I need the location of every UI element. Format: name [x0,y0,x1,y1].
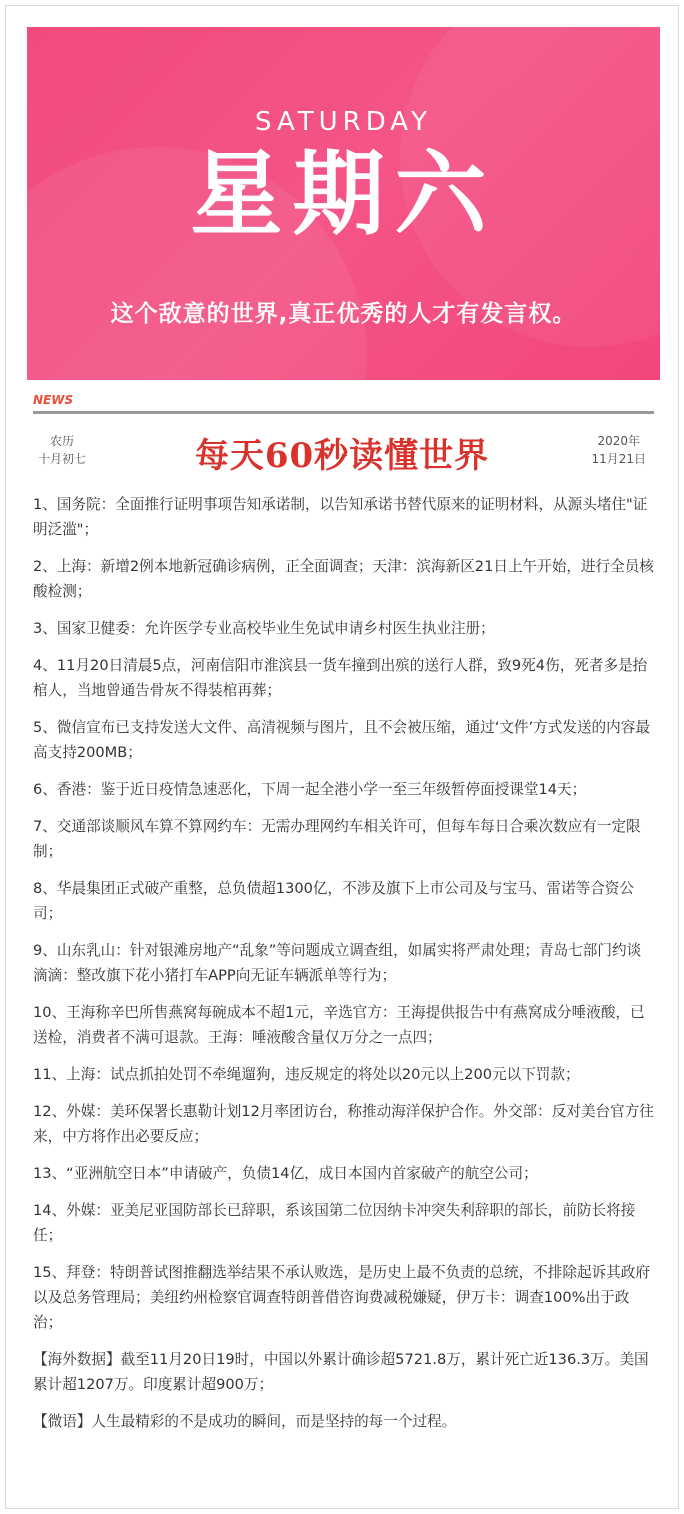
news-item: 10、王海称辛巴所售燕窝每碗成本不超1元，辛选官方：王海提供报告中有燕窝成分唾液酸，已送检，消费者不满可退款。王海：唾液酸含量仅万分之一点四； [33,1004,645,1046]
overseas-data: 【海外数据】截至11月20日19时，中国以外累计确诊超5721.8万，累计死亡近136.3万。美国累计超1207万。印度累计超900万； [33,1351,649,1393]
gregorian-date-block [591,432,646,468]
section-divider [33,411,654,414]
daily-quote: 【微语】人生最精彩的不是成功的瞬间，而是坚持的每一个过程。 [33,1413,457,1430]
banner-slogan: 这个敌意的世界,真正优秀的人才有发言权。 [110,301,577,327]
lunar-date: 十月初七 [38,452,87,466]
news-item: 13、“亚洲航空日本”申请破产，负债14亿，成日本国内首家破产的航空公司； [33,1165,538,1182]
news-item: 4、11月20日清晨5点，河南信阳市淮滨县一货车撞到出殡的送行人群，致9死4伤，死者多是抬棺人，当地曾通告骨灰不得装棺再葬； [33,657,648,699]
news-item: 6、香港：鉴于近日疫情急速恶化，下周一起全港小学一至三年级暂停面授课堂14天； [33,781,587,798]
news-section-label: NEWS [33,393,74,407]
lunar-label: 农历 [50,434,75,448]
news-item: 14、外媒：亚美尼亚国防部长已辞职，系该国第二位因纳卡冲突失利辞职的部长，前防长将接任； [33,1202,636,1244]
news-item: 7、交通部谈顺风车算不算网约车：无需办理网约车相关许可，但每车每日合乘次数应有一定限制； [33,818,641,860]
news-item: 5、微信宣布已支持发送大文件、高清视频与图片，且不会被压缩，通过‘文件’方式发送的内容最高支持200MB； [33,719,650,761]
news-item: 9、山东乳山：针对银滩房地产“乱象”等问题成立调查组，如属实将严肃处理；青岛七部门约谈滴滴：整改旗下花小猪打车APP向无证车辆派单等行为； [33,942,642,984]
date-month-day: 11月21日 [591,452,646,466]
banner-day-chinese: 星期六 [190,140,497,248]
news-list [33,492,655,1446]
banner-day-english: SATURDAY [255,107,432,137]
news-item: 12、外媒：美环保署长惠勒计划12月率团访台，称推动海洋保护合作。外交部：反对美台官方往来，中方将作出必要反应； [33,1103,654,1145]
news-item: 8、华晨集团正式破产重整，总负债超1300亿，不涉及旗下上市公司及与宝马、雷诺等合资公司； [33,880,634,922]
date-year: 2020年 [597,434,640,448]
page-title: 每天60秒读懂世界 [194,436,490,476]
news-item: 3、国家卫健委：允许医学专业高校毕业生免试申请乡村医生执业注册； [33,620,495,637]
banner-image [27,27,660,380]
news-item: 1、国务院：全面推行证明事项告知承诺制，以告知承诺书替代原来的证明材料，从源头堵住"证明泛滥"； [33,496,648,538]
news-item: 2、上海：新增2例本地新冠确诊病例，正全面调查；天津：滨海新区21日上午开始，进行全员核酸检测； [33,558,654,600]
news-item: 15、拜登：特朗普试图推翻选举结果不承认败选，是历史上最不负责的总统，不排除起诉其政府以及总务管理局；美纽约州检察官调查特朗普借咨询费减税嫌疑，伊万卡：调查100%出于政治； [33,1264,650,1331]
news-item: 11、上海：试点抓拍处罚不牵绳遛狗，违反规定的将处以20元以上200元以下罚款； [33,1066,580,1083]
